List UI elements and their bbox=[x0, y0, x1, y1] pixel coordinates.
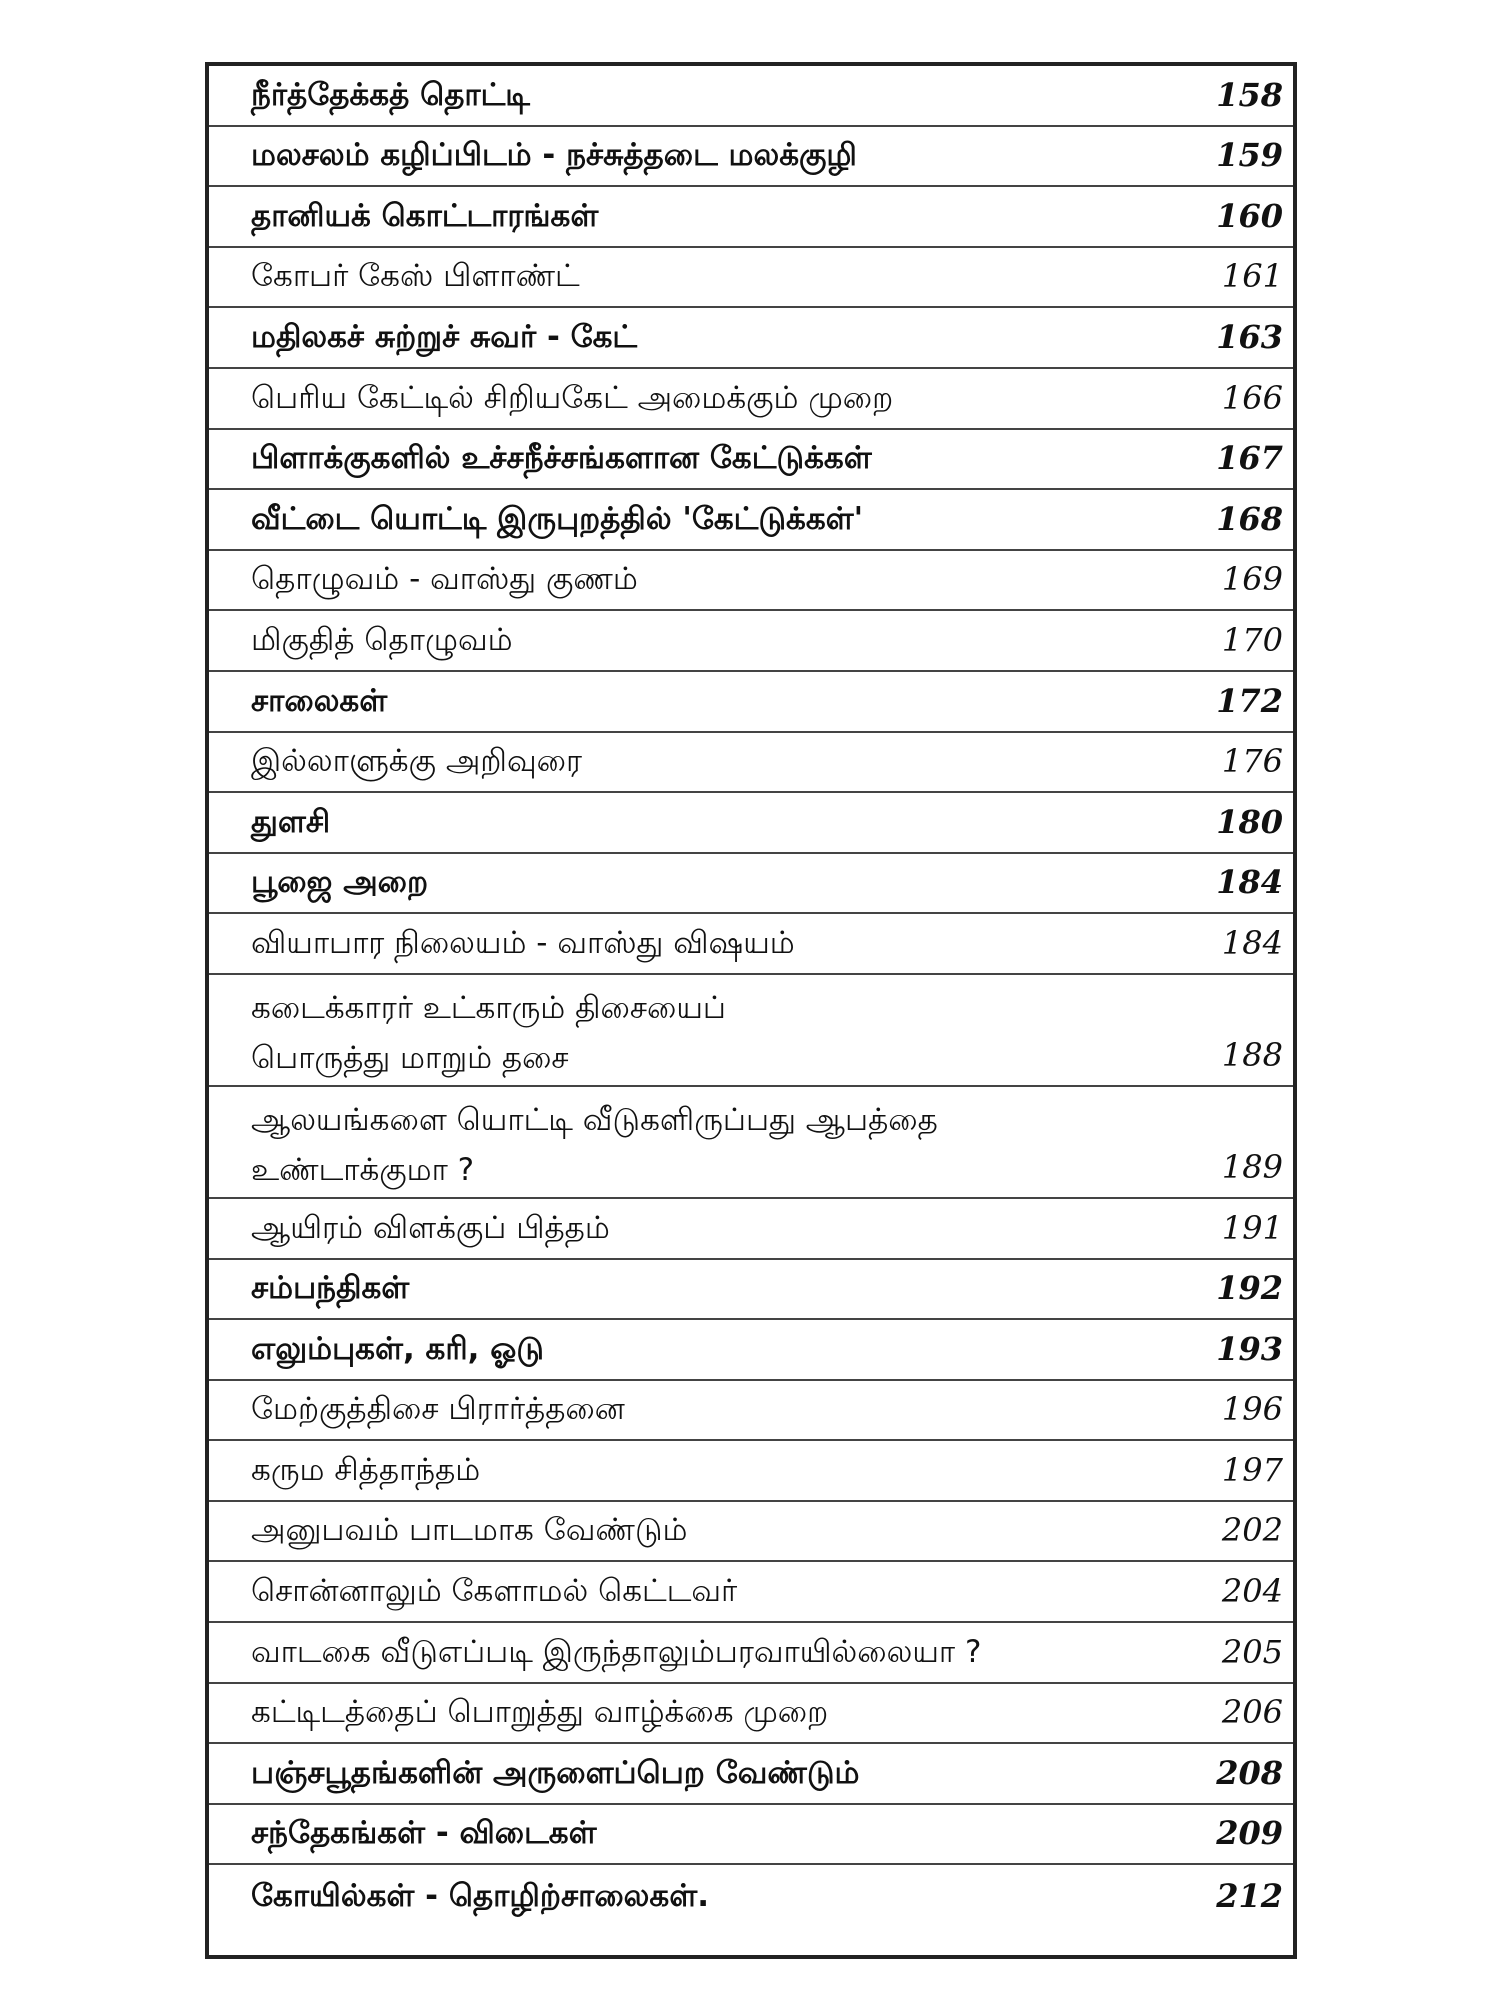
toc-entry-title-line: உண்டாக்குமா ? bbox=[251, 1151, 475, 1188]
toc-entry bbox=[209, 1502, 1293, 1563]
toc-entry-title: மலசலம் கழிப்பிடம் - நச்சுத்தடை மலக்குழி bbox=[251, 137, 857, 174]
toc-entry-title: அனுபவம் பாடமாக வேண்டும் bbox=[251, 1512, 688, 1549]
toc-entry bbox=[209, 1320, 1293, 1381]
toc-entry bbox=[209, 793, 1293, 854]
toc-entry-page-number: 193 bbox=[1216, 1329, 1283, 1368]
toc-entry bbox=[209, 369, 1293, 430]
toc-entry bbox=[209, 1805, 1293, 1866]
toc-entry-title: கட்டிடத்தைப் பொறுத்து வாழ்க்கை முறை bbox=[251, 1694, 829, 1731]
toc-entry-page-number: 167 bbox=[1216, 439, 1283, 478]
toc-entry-page-number: 176 bbox=[1221, 742, 1283, 781]
toc-entry-page-number: 170 bbox=[1221, 620, 1283, 659]
toc-entry bbox=[209, 127, 1293, 188]
toc-entry-title: மதிலகச் சுற்றுச் சுவர் - கேட் bbox=[251, 318, 638, 355]
toc-entry bbox=[209, 1865, 1293, 1926]
toc-entry-title: கரும சித்தாந்தம் bbox=[251, 1451, 481, 1488]
toc-entry-title: வியாபார நிலையம் - வாஸ்து விஷயம் bbox=[251, 924, 795, 961]
toc-entry-page-number: 208 bbox=[1216, 1753, 1283, 1792]
toc-entry bbox=[209, 248, 1293, 309]
toc-entry-title: கோபர் கேஸ் பிளாண்ட் bbox=[251, 258, 580, 295]
toc-entry-title: வீட்டை யொட்டி இருபுறத்தில் 'கேட்டுக்கள்' bbox=[251, 500, 864, 537]
toc-entry-title: மிகுதித் தொழுவம் bbox=[251, 621, 513, 658]
toc-entry-page-number: 172 bbox=[1216, 681, 1283, 720]
toc-entry-page-number: 209 bbox=[1216, 1814, 1283, 1853]
toc-entry bbox=[209, 490, 1293, 551]
table-of-contents bbox=[205, 62, 1297, 1959]
toc-entry-title: தானியக் கொட்டாரங்கள் bbox=[251, 197, 599, 234]
toc-entry-title: வாடகை வீடுஎப்படி இருந்தாலும்பரவாயில்லையா ? bbox=[251, 1633, 982, 1670]
toc-entry-page-number: 192 bbox=[1216, 1269, 1283, 1308]
toc-entry bbox=[209, 733, 1293, 794]
toc-entry bbox=[209, 1199, 1293, 1260]
toc-entry-title: தொழுவம் - வாஸ்து குணம் bbox=[251, 561, 638, 598]
toc-entry-page-number: 202 bbox=[1221, 1511, 1283, 1550]
toc-entry-title-line: கடைக்காரர் உட்காரும் திசையைப் bbox=[251, 989, 726, 1026]
toc-entry-title: இல்லாளுக்கு அறிவுரை bbox=[251, 743, 582, 780]
toc-entry-page-number: 184 bbox=[1221, 923, 1283, 962]
toc-entry bbox=[209, 1684, 1293, 1745]
toc-entry-page-number: 169 bbox=[1221, 560, 1283, 599]
toc-entry bbox=[209, 1744, 1293, 1805]
toc-entry bbox=[209, 430, 1293, 491]
toc-entry-title: எலும்புகள், கரி, ஓடு bbox=[251, 1330, 544, 1367]
toc-entry-title: சந்தேகங்கள் - விடைகள் bbox=[251, 1815, 597, 1852]
toc-entry-title: பஞ்சபூதங்களின் அருளைப்பெற வேண்டும் bbox=[251, 1754, 860, 1791]
toc-entry-title: பிளாக்குகளில் உச்சநீச்சங்களான கேட்டுக்கள் bbox=[251, 440, 872, 477]
toc-entry-title-line: பொருத்து மாறும் தசை bbox=[251, 1039, 569, 1076]
toc-entry-page-number: 168 bbox=[1216, 499, 1283, 538]
toc-entry-page-number: 159 bbox=[1216, 136, 1283, 175]
toc-entry bbox=[209, 914, 1293, 975]
toc-entry bbox=[209, 1381, 1293, 1442]
toc-entry bbox=[209, 672, 1293, 733]
toc-entry-title bbox=[251, 983, 1193, 1085]
toc-entry bbox=[209, 1562, 1293, 1623]
toc-entry bbox=[209, 1441, 1293, 1502]
toc-entry bbox=[209, 975, 1293, 1087]
toc-entry-page-number: 204 bbox=[1221, 1572, 1283, 1611]
toc-entry-page-number: 197 bbox=[1221, 1450, 1283, 1489]
toc-entry bbox=[209, 1260, 1293, 1321]
toc-entry bbox=[209, 66, 1293, 127]
toc-entry bbox=[209, 1087, 1293, 1199]
toc-entry-title: துளசி bbox=[251, 803, 331, 840]
toc-entry-title: சொன்னாலும் கேளாமல் கெட்டவர் bbox=[251, 1573, 738, 1610]
toc-entry-page-number: 184 bbox=[1216, 863, 1283, 902]
toc-entry-page-number: 180 bbox=[1216, 802, 1283, 841]
toc-entry-page-number: 163 bbox=[1216, 317, 1283, 356]
toc-entry-page-number: 191 bbox=[1221, 1208, 1283, 1247]
toc-entry-title: மேற்குத்திசை பிரார்த்தனை bbox=[251, 1391, 625, 1428]
toc-entry-page-number: 188 bbox=[1221, 1035, 1283, 1074]
toc-entry-title: ஆயிரம் விளக்குப் பித்தம் bbox=[251, 1209, 610, 1246]
toc-entry-page-number: 212 bbox=[1216, 1877, 1283, 1916]
toc-entry bbox=[209, 308, 1293, 369]
toc-entry-page-number: 205 bbox=[1221, 1632, 1283, 1671]
toc-entry bbox=[209, 551, 1293, 612]
toc-entry-page-number: 196 bbox=[1221, 1390, 1283, 1429]
toc-entry-title: சாலைகள் bbox=[251, 682, 388, 719]
toc-entry bbox=[209, 611, 1293, 672]
toc-entry-page-number: 160 bbox=[1216, 196, 1283, 235]
toc-entry-title-line: ஆலயங்களை யொட்டி வீடுகளிருப்பது ஆபத்தை bbox=[251, 1101, 938, 1138]
toc-entry-title: நீர்த்தேக்கத் தொட்டி bbox=[251, 76, 530, 113]
toc-entry-page-number: 161 bbox=[1221, 257, 1283, 296]
toc-entry-title: கோயில்கள் - தொழிற்சாலைகள். bbox=[251, 1878, 709, 1915]
toc-entry-page-number: 206 bbox=[1221, 1693, 1283, 1732]
toc-entry-page-number: 189 bbox=[1221, 1147, 1283, 1186]
toc-entry-title: சம்பந்திகள் bbox=[251, 1270, 410, 1307]
toc-entry-title bbox=[251, 1095, 1193, 1197]
toc-entry-page-number: 166 bbox=[1221, 378, 1283, 417]
toc-entry-page-number: 158 bbox=[1216, 75, 1283, 114]
toc-entry-title: பெரிய கேட்டில் சிறியகேட் அமைக்கும் முறை bbox=[251, 379, 894, 416]
toc-entry-title: பூஜை அறை bbox=[251, 864, 429, 901]
toc-entry bbox=[209, 187, 1293, 248]
toc-entry bbox=[209, 1623, 1293, 1684]
toc-entry bbox=[209, 854, 1293, 915]
